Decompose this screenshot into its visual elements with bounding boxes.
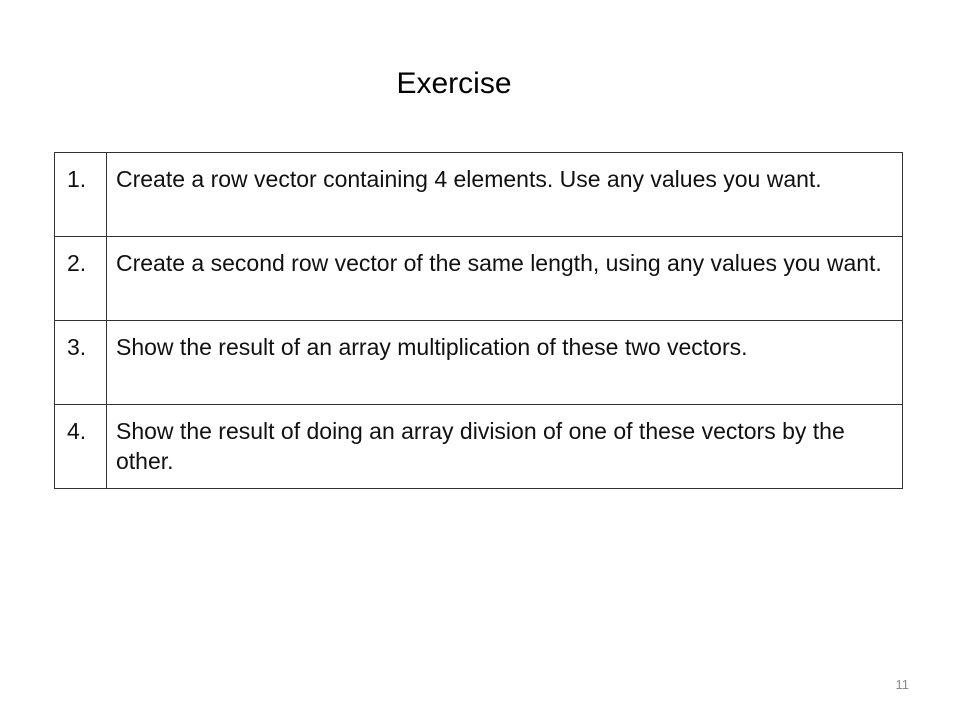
exercise-number: 1. — [55, 153, 107, 237]
exercise-row — [55, 237, 903, 321]
exercise-row — [55, 153, 903, 237]
exercise-row — [55, 405, 903, 489]
exercise-table — [54, 152, 903, 489]
exercise-text: Create a second row vector of the same length, using any values you want. — [107, 237, 903, 321]
exercise-text: Show the result of an array multiplication of these two vectors. — [107, 321, 903, 405]
page-number: 11 — [895, 677, 909, 692]
exercise-row — [55, 321, 903, 405]
exercise-number: 2. — [55, 237, 107, 321]
exercise-text: Show the result of doing an array division of one of these vectors by the other. — [107, 405, 903, 489]
exercise-number: 4. — [55, 405, 107, 489]
exercise-number: 3. — [55, 321, 107, 405]
exercise-text: Create a row vector containing 4 elements. Use any values you want. — [107, 153, 903, 237]
slide-title: Exercise — [396, 67, 512, 100]
